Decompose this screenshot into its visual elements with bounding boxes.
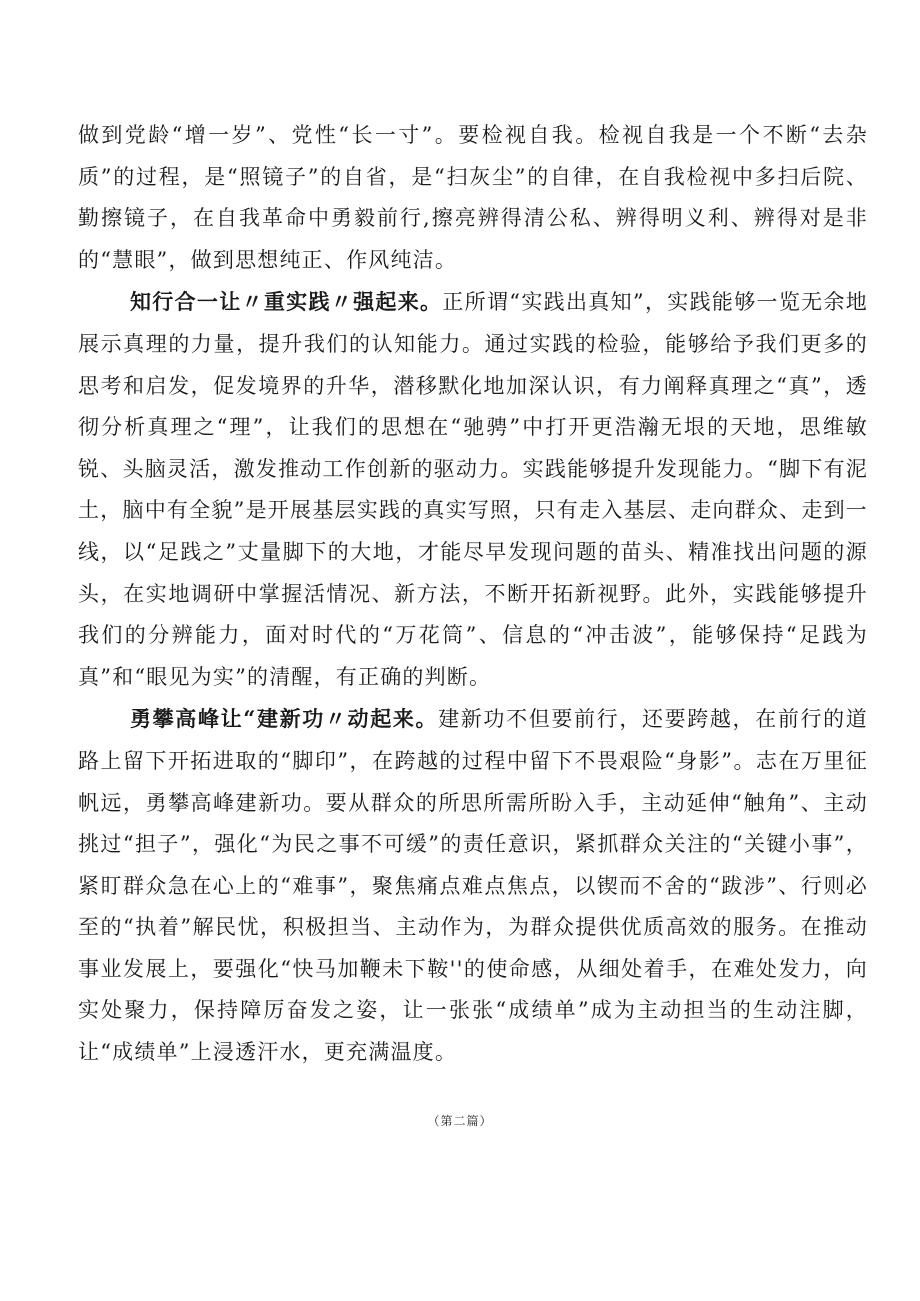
paragraph-1 [78, 115, 868, 281]
paragraph-1-text: 做到党龄“增一岁”、党性“长一寸”。要检视自我。检视自我是一个不断“去杂质”的过程，是“照镜子”的自省，是“扫灰尘”的自律，在自我检视中多扫后院、勤擦镜子，在自我革命中勇毅前行,擦亮辨得清公私、辨得明义利、辨得对是非的“慧眼”，做到思想纯正、作风纯洁。 [78, 123, 868, 272]
document-body [78, 115, 868, 1074]
paragraph-3-text: 建新功不但要前行，还要跨越，在前行的道路上留下开拓进取的“脚印”，在跨越的过程中留下不畏艰险“身影”。志在万里征帆远，勇攀高峰建新功。要从群众的所思所需所盼入手，主动延伸“触角”、主动挑过“担子”，强化“为民之事不可缓”的责任意识，紧抓群众关注的“关键小事”，紧盯群众急在心上的“难事”，聚焦痛点难点焦点，以锲而不舍的“跋涉”、行则必至的“执着”解民忧，积极担当、主动作为，为群众提供优质高效的服务。在推动事业发展上，要强化“快马加鞭未下鞍''的使命感，从细处着手，在难处发力，向实处聚力，保持障厉奋发之姿，让一张张“成绩单”成为主动担当的生动注脚，让“成绩单”上浸透汗水，更充满温度。 [78, 707, 868, 1065]
paragraph-2-text: 正所谓“实践出真知”，实践能够一览无余地展示真理的力量，提升我们的认知能力。通过实践的检验，能够给予我们更多的思考和启发，促发境界的升华，潜移默化地加深认识，有力阐释真理之“真”，透彻分析真理之“理”，让我们的思想在“驰骋”中打开更浩瀚无垠的天地，思维敏锐、头脑灵活，激发推动工作创新的驱动力。实践能够提升发现能力。“脚下有泥土，脑中有全貌”是开展基层实践的真实写照，只有走入基层、走向群众、走到一线，以“足践之”丈量脚下的大地，才能尽早发现问题的苗头、精准找出问题的源头，在实地调研中掌握活情况、新方法，不断开拓新视野。此外，实践能够提升我们的分辨能力，面对时代的“万花筒”、信息的“冲击波”，能够保持“足践为真”和“眼见为实”的清醒，有正确的判断。 [78, 290, 868, 689]
paragraph-2 [78, 281, 868, 698]
paragraph-3 [78, 698, 868, 1073]
paragraph-3-heading: 勇攀高峰让“建新功〃动起来。 [130, 706, 439, 732]
section-label: （第二篇） [427, 1114, 493, 1128]
paragraph-2-heading: 知行合一让〃重实践〃强起来。 [130, 289, 443, 315]
